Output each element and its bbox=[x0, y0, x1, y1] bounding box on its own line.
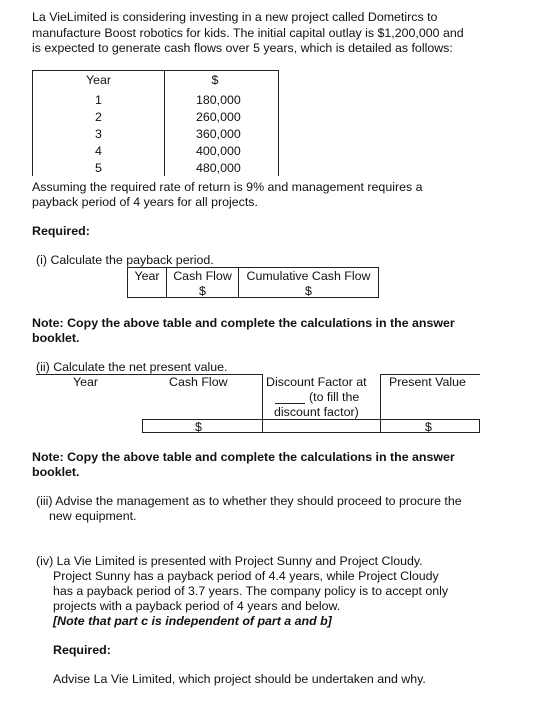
npv-header-discount-1: Discount Factor at bbox=[266, 375, 367, 389]
table-border-top bbox=[32, 70, 279, 71]
table-row-amount: 180,000 bbox=[196, 93, 241, 107]
npv-unit-present-value: $ bbox=[425, 420, 432, 434]
assumption-line-1: Assuming the required rate of return is 9% and management requires a bbox=[32, 180, 423, 194]
table-row-year: 2 bbox=[95, 110, 102, 124]
npv-table-left bbox=[142, 419, 143, 433]
payback-header-cash-flow: Cash Flow bbox=[173, 269, 232, 283]
npv-header-present-value: Present Value bbox=[389, 375, 466, 389]
table-row-year: 4 bbox=[95, 144, 102, 158]
required-heading: Required: bbox=[32, 224, 90, 238]
npv-table-top-left bbox=[36, 374, 262, 375]
part-iv-line-2: Project Sunny has a payback period of 4.4 years, while Project Cloudy bbox=[53, 569, 439, 583]
intro-line-2: manufacture Boost robotics for kids. The initial capital outlay is $1,200,000 and bbox=[32, 25, 464, 40]
table-row-amount: 480,000 bbox=[196, 161, 241, 175]
table-row-year: 3 bbox=[95, 127, 102, 141]
payback-unit-cumulative: $ bbox=[305, 284, 312, 298]
table-row-year: 1 bbox=[95, 93, 102, 107]
part-iv-required: Required: bbox=[53, 643, 111, 657]
npv-header-discount-3: discount factor) bbox=[274, 405, 359, 419]
note-1-line-2: booklet. bbox=[32, 331, 80, 345]
payback-header-year: Year bbox=[134, 269, 160, 283]
table-row-amount: 260,000 bbox=[196, 110, 241, 124]
part-iv-line-1: (iv) La Vie Limited is presented with Project Sunny and Project Cloudy. bbox=[36, 554, 423, 568]
part-iii-line-2: new equipment. bbox=[49, 509, 137, 523]
table-header-year: Year bbox=[85, 73, 112, 87]
part-ii-text: (ii) Calculate the net present value. bbox=[36, 360, 228, 374]
part-iv-note: [Note that part c is independent of part a and b] bbox=[53, 614, 332, 628]
table-border-right bbox=[278, 70, 279, 176]
payback-table-top bbox=[127, 267, 379, 268]
npv-header-year: Year bbox=[73, 375, 99, 389]
intro-paragraph bbox=[32, 10, 527, 57]
intro-line-3: is expected to generate cash flows over 5 years, which is detailed as follows: bbox=[32, 41, 453, 55]
note-2-line-1: Note: Copy the above table and complete the calculations in the answer bbox=[32, 450, 455, 464]
npv-table-div-2 bbox=[380, 374, 381, 433]
payback-header-cumulative: Cumulative Cash Flow bbox=[246, 269, 371, 283]
npv-table-div-1 bbox=[262, 374, 263, 433]
note-2-line-2: booklet. bbox=[32, 465, 80, 479]
part-iv-line-3: has a payback period of 3.7 years. The company policy is to accept only bbox=[53, 584, 449, 598]
payback-unit-cash-flow: $ bbox=[199, 284, 206, 298]
part-iv-advise: Advise La Vie Limited, which project should be undertaken and why. bbox=[53, 672, 426, 686]
npv-header-discount-2: (to fill the bbox=[309, 390, 360, 404]
npv-table-right bbox=[479, 419, 480, 433]
table-row-amount: 400,000 bbox=[196, 144, 241, 158]
part-iii-line-1: (iii) Advise the management as to whether they should proceed to procure the bbox=[36, 494, 462, 508]
payback-table-right bbox=[378, 267, 379, 298]
discount-blank-line bbox=[275, 403, 305, 404]
note-1-line-1: Note: Copy the above table and complete the calculations in the answer bbox=[32, 316, 455, 330]
npv-unit-cash-flow: $ bbox=[195, 420, 202, 434]
npv-header-cash-flow: Cash Flow bbox=[169, 375, 228, 389]
assumption-line-2: payback period of 4 years for all projects. bbox=[32, 195, 258, 209]
table-header-amount: $ bbox=[211, 73, 219, 87]
part-i-text: (i) Calculate the payback period. bbox=[36, 253, 214, 267]
table-row-amount: 360,000 bbox=[196, 127, 241, 141]
intro-line-1: La VieLimited is considering investing in a new project called Dometircs to bbox=[32, 10, 438, 24]
part-iv-line-4: projects with a payback period of 4 years and below. bbox=[53, 599, 341, 613]
table-row-year: 5 bbox=[95, 161, 102, 175]
